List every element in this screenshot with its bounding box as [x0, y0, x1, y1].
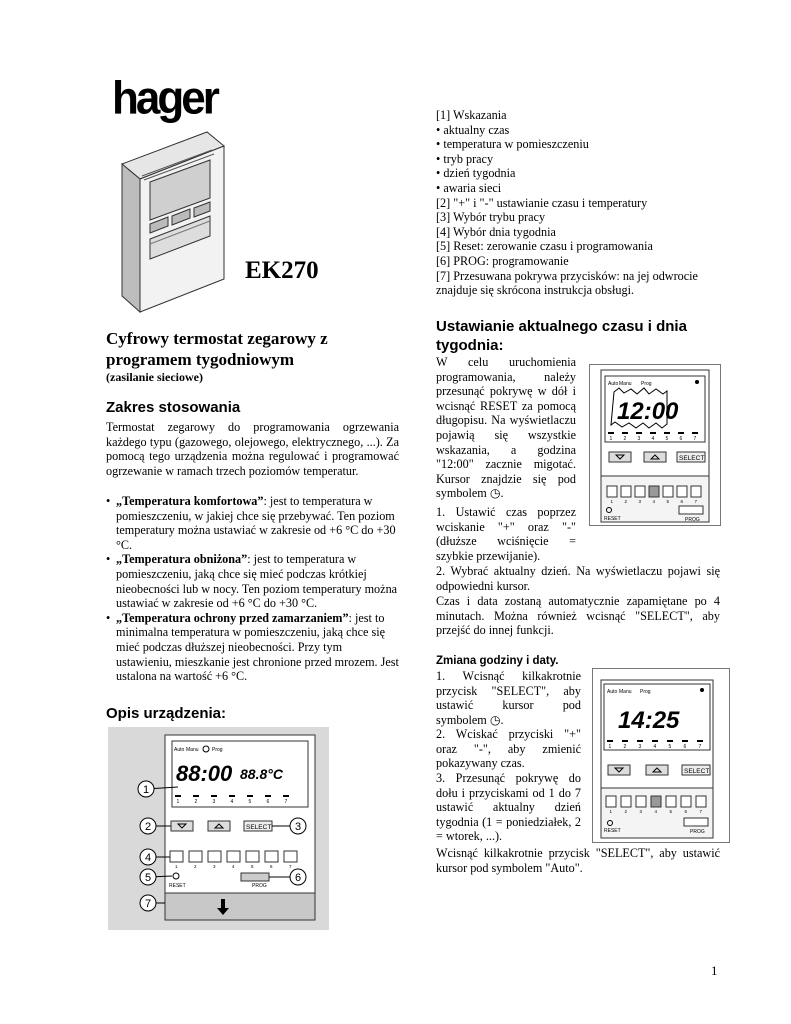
callout-number: 3 [295, 821, 302, 833]
svg-text:RESET: RESET [604, 828, 621, 834]
plus-button [208, 821, 230, 831]
day-button-label: 4 [654, 809, 658, 814]
svg-text:Auto: Auto [607, 689, 618, 695]
day-marker [211, 795, 217, 797]
prog-label: PROG [252, 883, 267, 889]
scope-item: • „Temperatura komfortowa”: jest to temperatura w pomieszczeniu, w jakiej chce się przebywać. Ten poziom temperatury można ustawiać w zakresie od +6 °C do +30 °C. [106, 494, 400, 552]
day-button-label: 2 [624, 809, 628, 814]
day-label: 4 [230, 799, 234, 805]
change-para3: 3. Przesunąć pokrywę do dołu i przyciskami od 1 do 7 ustawić aktualny dzień tygodnia (1 = poniedziałek, 2 = wtorek, ...). [436, 771, 581, 844]
day-marker [247, 795, 253, 797]
day-label: 3 [212, 799, 216, 805]
lcd-time: 88:00 [176, 761, 233, 786]
doc-title-line1: Cyfrowy termostat zegarowy z [106, 329, 328, 348]
callout-number: 7 [145, 898, 152, 910]
legend-line: [6] PROG: programowanie [436, 253, 569, 268]
day-button-label: 2 [194, 864, 197, 869]
doc-title-line2: programem tygodniowym [106, 350, 295, 369]
legend-line: • temperatura w pomieszczeniu [436, 137, 589, 152]
change-para1: 1. Wcisnąć kilkakrotnie przycisk "SELECT", aby ustawić kursor pod symbolem ◷. [436, 669, 581, 727]
doc-title [106, 328, 406, 370]
day-label: 6 [679, 436, 683, 442]
callout-number: 1 [143, 784, 150, 796]
day-marker [664, 432, 670, 434]
day-marker [697, 740, 703, 742]
day-button [208, 851, 221, 862]
scope-list [106, 494, 400, 684]
day-label: 6 [266, 799, 270, 805]
day-button [246, 851, 259, 862]
day-marker [636, 432, 642, 434]
day-button-label: 4 [652, 499, 656, 504]
day-button [265, 851, 278, 862]
day-marker [650, 432, 656, 434]
day-label: 4 [653, 744, 657, 750]
day-label: 1 [609, 436, 613, 442]
svg-text:PROG: PROG [685, 517, 700, 523]
svg-text:SELECT: SELECT [684, 768, 710, 775]
day-button [170, 851, 183, 862]
day-button [606, 796, 616, 807]
day-button-label: 3 [639, 809, 643, 814]
svg-text:SELECT: SELECT [679, 455, 705, 462]
day-button-label: 4 [232, 864, 235, 869]
change-heading: Zmiana godziny i daty. [436, 655, 559, 667]
day-button-label: 5 [666, 499, 670, 504]
day-label: 2 [194, 799, 198, 805]
day-label: 2 [623, 744, 627, 750]
day-button [666, 796, 676, 807]
svg-text:RESET: RESET [604, 516, 621, 522]
lcd-label-auto: Auto [174, 747, 185, 753]
day-button-label: 2 [624, 499, 628, 504]
day-marker [175, 795, 181, 797]
set-time-heading: Ustawianie aktualnego czasu i dnia tygodnia: [436, 318, 687, 354]
day-label: 3 [638, 744, 642, 750]
legend [436, 108, 724, 298]
day-button [227, 851, 240, 862]
day-marker [265, 795, 271, 797]
legend-line: • dzień tygodnia [436, 166, 516, 181]
legend-line: [1] Wskazania [436, 108, 507, 122]
day-button [677, 486, 687, 497]
scope-item: • „Temperatura ochrony przed zamarzaniem”: jest to minimalna temperatura w pomieszczeniu, jaką chce się mieć podczas dłuższej nieobecności. Przy tym ustawieniu, mieszkanie jest chronione przed mrozem. Jest ustalona na wartość +6 °C. [106, 611, 400, 684]
device-desc-heading: Opis urządzenia: [106, 705, 227, 722]
day-marker [622, 740, 628, 742]
day-marker [692, 432, 698, 434]
day-button [636, 796, 646, 807]
day-button [681, 796, 691, 807]
sliding-cover [165, 893, 315, 920]
legend-line: • tryb pracy [436, 151, 494, 166]
day-button-label: 7 [694, 499, 698, 504]
brand-logo: hager [112, 72, 217, 125]
figure-set-time [589, 364, 721, 526]
day-label: 1 [608, 744, 612, 750]
svg-text:Manu: Manu [619, 381, 632, 387]
model-name: EK270 [245, 257, 319, 284]
day-marker [678, 432, 684, 434]
day-marker [229, 795, 235, 797]
svg-text:Manu: Manu [619, 689, 632, 695]
device-diagram [108, 727, 329, 930]
scope-intro: Termostat zegarowy do programowania ogrzewania każdego typu (gazowego, olejowego, elektrycznego, ...). Za pomocą tego urządzenia można regulować i programować ogrzewanie w ramach trzech poziomów temperatur. [106, 420, 399, 478]
lcd-label-manu: Manu [186, 747, 199, 753]
day-marker [283, 795, 289, 797]
day-marker [193, 795, 199, 797]
day-button [607, 486, 617, 497]
day-label: 5 [248, 799, 252, 805]
day-button-label: 6 [680, 499, 684, 504]
set-time-para2: 1. Ustawić czas poprzez wciskanie "+" oraz "-" (dłuższe wciśnięcie = szybkie przewijanie). [436, 505, 576, 563]
day-label: 2 [623, 436, 627, 442]
callout-number: 6 [295, 872, 302, 884]
lcd-time-blinking: 12:00 [617, 398, 679, 425]
legend-line: • awaria sieci [436, 180, 502, 195]
day-marker [652, 740, 658, 742]
day-button [284, 851, 297, 862]
day-button [696, 796, 706, 807]
day-button [621, 486, 631, 497]
day-label: 5 [665, 436, 669, 442]
day-marker [608, 432, 614, 434]
legend-line: [2] "+" i "-" ustawianie czasu i temperatury [436, 195, 648, 210]
svg-text:Prog: Prog [641, 381, 652, 387]
device-illustration [112, 124, 242, 314]
day-button-label: 1 [610, 499, 614, 504]
day-label: 6 [683, 744, 687, 750]
day-button-label: 6 [270, 864, 273, 869]
day-marker [637, 740, 643, 742]
svg-text:PROG: PROG [690, 829, 705, 835]
prog-button [241, 873, 269, 881]
legend-line: [7] Przesuwana pokrywa przycisków: na jej odwrocie znajduje się skrócona instrukcja obsługi. [436, 268, 698, 298]
day-label: 4 [651, 436, 655, 442]
change-para2: 2. Wciskać przyciski "+" oraz "-", aby zmienić pokazywany czas. [436, 727, 581, 771]
svg-text:Prog: Prog [640, 689, 651, 695]
day-button-label: 3 [213, 864, 216, 869]
scope-item: • „Temperatura obniżona”: jest to temperatura w pomieszczeniu, jaką chce się mieć podczas krótkiej nieobecności lub w nocy. Ten poziom temperatury można ustawiać w zakresie od +6 °C do +30 °C. [106, 552, 400, 610]
day-button-label: 6 [684, 809, 688, 814]
day-marker [667, 740, 673, 742]
set-time-para3: 2. Wybrać aktualny dzień. Na wyświetlaczu pojawi się odpowiedni kursor. [436, 564, 720, 593]
day-button-label: 1 [609, 809, 613, 814]
day-button [189, 851, 202, 862]
lcd-temperature: 88.8°C [240, 766, 283, 782]
scope-heading: Zakres stosowania [106, 399, 241, 416]
page-number: 1 [711, 963, 718, 978]
callout-number: 4 [145, 852, 152, 864]
day-button [635, 486, 645, 497]
day-label: 3 [637, 436, 641, 442]
figure-change-time [592, 668, 730, 843]
svg-text:Auto: Auto [608, 381, 619, 387]
day-button-label: 7 [289, 864, 292, 869]
select-label: SELECT [246, 824, 272, 831]
lcd-time: 14:25 [618, 707, 680, 734]
day-label: 5 [668, 744, 672, 750]
day-button-label: 3 [638, 499, 642, 504]
day-button [649, 486, 659, 497]
day-label: 7 [693, 436, 697, 442]
day-button-label: 7 [699, 809, 703, 814]
legend-line: [4] Wybór dnia tygodnia [436, 224, 556, 239]
day-label: 7 [284, 799, 288, 805]
legend-line: • aktualny czas [436, 122, 510, 137]
legend-line: [3] Wybór trybu pracy [436, 210, 546, 225]
day-marker [682, 740, 688, 742]
day-marker [622, 432, 628, 434]
day-button-label: 1 [175, 864, 178, 869]
minus-button [171, 821, 193, 831]
day-button [663, 486, 673, 497]
set-time-para4: Czas i data zostaną automatycznie zapamiętane po 4 minutach. Można również wcisnąć "SELECT", aby przejść do innej funkcji. [436, 594, 720, 638]
callout-number: 5 [145, 872, 152, 884]
day-label: 1 [176, 799, 180, 805]
day-button-label: 5 [669, 809, 673, 814]
day-button [691, 486, 701, 497]
day-button [651, 796, 661, 807]
reset-label: RESET [169, 883, 186, 889]
day-button-label: 5 [251, 864, 254, 869]
day-marker [607, 740, 613, 742]
callout-number: 2 [145, 821, 152, 833]
day-button [621, 796, 631, 807]
day-label: 7 [698, 744, 702, 750]
doc-subtitle: (zasilanie sieciowe) [106, 370, 203, 384]
set-time-para1: W celu uruchomienia programowania, należy przesunąć pokrywę w dół i wcisnąć RESET za pomocą długopisu. Na wyświetlaczu pojawią się wszystkie wskazania, a godzina "12:00" zacznie migotać. Kursor znajdzie się pod symbolem ◷. [436, 355, 576, 501]
change-para4: Wcisnąć kilkakrotnie przycisk "SELECT", aby ustawić kursor pod symbolem "Auto". [436, 846, 720, 875]
legend-line: [5] Reset: zerowanie czasu i programowania [436, 239, 653, 254]
lcd-label-prog: Prog [212, 747, 223, 753]
